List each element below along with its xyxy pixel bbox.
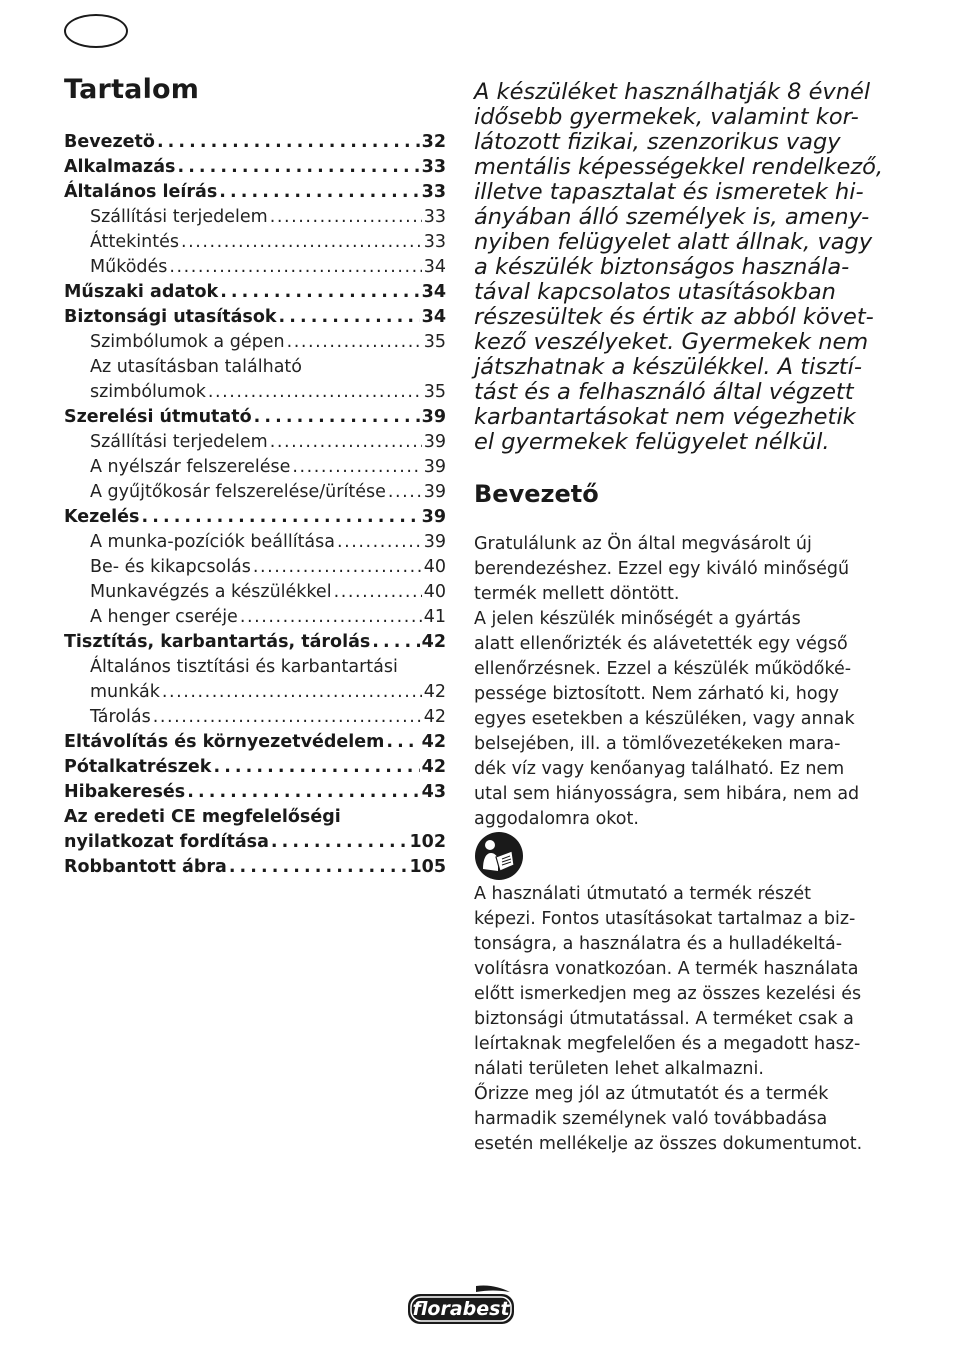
intro-line: ányában álló személyek is, ameny- [474,204,870,230]
toc-entry [64,780,446,805]
paragraph-line: képezi. Fontos utasításokat tartalmaz a biz- [474,909,856,929]
paragraph-line: Őrizze meg jól az útmutatót és a termék [474,1084,829,1104]
paragraph-line: esetén mellékelje az összes dokumentumot. [474,1134,863,1154]
toc-entry-label: Áttekintés [90,232,179,252]
toc-entry-page: 42 [421,757,446,777]
toc-leader-dots [292,455,421,480]
toc-entry-label: Az utasításban található [90,357,302,377]
toc-leader-dots [177,155,419,180]
toc-entry-page: 34 [421,282,446,302]
toc-entry-page: 34 [423,257,446,277]
toc-entry [64,555,446,580]
paragraph-line: A jelen készülék minőségét a gyártás [474,609,801,629]
paragraph-line: volításra vonatkozóan. A termék használata [474,959,859,979]
intro-line: részesültek és értik az abból követ- [474,304,874,330]
toc-entry [64,455,446,480]
toc-entry-page: 39 [423,532,446,552]
toc-leader-dots [157,130,420,155]
toc-entry [64,355,446,380]
toc-leader-dots [162,680,422,705]
toc-leader-dots [169,255,421,280]
toc-entry [64,430,446,455]
intro-line: idősebb gyermekek, valamint kor- [474,104,859,130]
toc-entry-page: 32 [421,132,446,152]
paragraph-line: Gratulálunk az Ön által megvásárolt új [474,534,812,554]
toc-leader-dots [287,330,422,355]
toc-entry-page: 42 [423,707,446,727]
intro-line: nyiben felügyelet alatt állnak, vagy [474,229,873,255]
florabest-logo [406,1282,516,1326]
toc-entry-page: 35 [423,382,446,402]
toc-entry [64,305,446,330]
paragraph-line: belsejében, ill. a tömlővezetékeken mara- [474,734,841,754]
toc-leader-dots [153,705,422,730]
toc-entry [64,755,446,780]
toc-leader-dots [386,730,419,755]
paragraph-line: berendezéshez. Ezzel egy kiváló minőségű [474,559,850,579]
toc-entry-page: 102 [409,832,446,852]
toc-entry-label: Pótalkatrészek [64,757,212,777]
toc-entry [64,655,446,680]
toc-leader-dots [254,405,420,430]
section-title-bevezeto: Bevezető [474,480,599,508]
toc-entry [64,530,446,555]
toc-leader-dots [372,630,419,655]
toc-entry-label: Szállítási terjedelem [90,207,268,227]
paragraph-line: ellenőrzésnek. Ezzel a készülék működőké- [474,659,852,679]
toc-entry-label: nyilatkozat fordítása [64,832,269,852]
intro-line: karbantartásokat nem végezhetik [474,404,856,430]
toc-entry-label: Műszaki adatok [64,282,219,302]
toc-entry-page: 33 [421,157,446,177]
toc-entry [64,855,446,880]
toc-entry-label: Be- és kikapcsolás [90,557,251,577]
toc-entry [64,705,446,730]
toc-leader-dots [271,830,408,855]
logo-text: florabest [412,1298,510,1320]
toc-entry-label: Az eredeti CE megfelelőségi [64,807,341,827]
toc-entry-label: Biztonsági utasítások [64,307,277,327]
paragraph-line: aggodalomra okot. [474,809,639,829]
paragraph-line: biztonsági útmutatással. A terméket csak a [474,1009,854,1029]
toc-entry [64,480,446,505]
toc-entry-page: 35 [423,332,446,352]
toc-leader-dots [334,580,422,605]
toc-entry-page: 33 [421,182,446,202]
table-of-contents [64,130,446,880]
toc-leader-dots [141,505,419,530]
toc-entry-label: A nyélszár felszerelése [90,457,291,477]
toc-entry-label: A munka-pozíciók beállítása [90,532,335,552]
intro-line: a készülék biztonságos használa- [474,254,850,280]
paragraph-line: termék mellett döntött. [474,584,680,604]
toc-entry-label: Tisztítás, karbantartás, tárolás [64,632,371,652]
paragraph-line: A használati útmutató a termék részét [474,884,811,904]
toc-entry-page: 39 [423,457,446,477]
toc-title: Tartalom [64,74,200,105]
toc-entry-page: 42 [421,632,446,652]
toc-entry-label: Működés [90,257,168,277]
intro-safety-notice [474,79,884,455]
toc-entry [64,130,446,155]
toc-entry-label: Alkalmazás [64,157,176,177]
toc-entry [64,155,446,180]
toc-entry-page: 34 [421,307,446,327]
read-manual-icon [474,831,524,881]
toc-entry-page: 105 [409,857,446,877]
toc-entry [64,730,446,755]
toc-leader-dots [181,230,422,255]
toc-entry [64,505,446,530]
toc-entry [64,380,446,405]
toc-entry [64,605,446,630]
toc-entry [64,205,446,230]
toc-entry-label: Robbantott ábra [64,857,227,877]
paragraph-line: harmadik személynek való továbbadása [474,1109,828,1129]
toc-entry-page: 33 [423,232,446,252]
toc-entry [64,330,446,355]
toc-entry-label: Általános leírás [64,182,218,202]
toc-entry [64,830,446,855]
toc-entry-page: 42 [423,682,446,702]
toc-entry-page: 39 [421,507,446,527]
toc-entry-label: Tárolás [90,707,151,727]
toc-leader-dots [219,180,419,205]
toc-entry-label: szimbólumok [90,382,206,402]
intro-line: illetve tapasztalat és ismeretek hi- [474,179,864,205]
toc-leader-dots [337,530,422,555]
toc-entry-page: 39 [421,407,446,427]
toc-entry [64,180,446,205]
intro-paragraph [474,532,866,832]
toc-entry-page: 33 [423,207,446,227]
intro-line: A készüléket használhatják 8 évnél [474,79,871,105]
toc-entry-page: 40 [423,557,446,577]
paragraph-line: egyes esetekben a készüléken, vagy annak [474,709,855,729]
paragraph-line: leírtaknak megfelelően és a megadott hasz- [474,1034,861,1054]
paragraph-line: nálati területen lehet alkalmazni. [474,1059,764,1079]
toc-entry [64,580,446,605]
intro-line: kező veszélyeket. Gyermekek nem [474,329,869,355]
toc-entry [64,280,446,305]
toc-leader-dots [208,380,422,405]
toc-entry-page: 42 [421,732,446,752]
intro-line: látozott fizikai, szenzorikus vagy [474,129,841,155]
intro-line: tával kapcsolatos utasításokban [474,279,836,305]
toc-entry-label: A gyűjtőkosár felszerelése/ürítése [90,482,386,502]
toc-entry-label: munkák [90,682,160,702]
intro-line: játszhatnak a készülékkel. A tisztí- [474,354,862,380]
toc-entry-label: Szerelési útmutató [64,407,252,427]
toc-leader-dots [187,780,419,805]
toc-entry-label: Bevezetö [64,132,155,152]
toc-entry [64,405,446,430]
manual-paragraph [474,882,866,1157]
toc-leader-dots [213,755,419,780]
intro-line: el gyermekek felügyelet nélkül. [474,429,830,455]
toc-entry-page: 40 [423,582,446,602]
paragraph-line: alatt ellenőrizték és alávetették egy végső [474,634,848,654]
toc-leader-dots [220,280,419,305]
toc-entry [64,230,446,255]
toc-leader-dots [270,430,422,455]
toc-entry-label: Kezelés [64,507,140,527]
toc-entry [64,630,446,655]
toc-entry-label: Általános tisztítási és karbantartási [90,657,398,677]
intro-line: mentális képességekkel rendelkező, [474,154,884,180]
toc-entry-label: Hibakeresés [64,782,186,802]
toc-entry-page: 39 [423,482,446,502]
toc-entry-page: 39 [423,432,446,452]
toc-entry-label: Eltávolítás és környezetvédelem [64,732,385,752]
paragraph-line: utal sem hiányosságra, sem hibára, nem ad [474,784,860,804]
toc-entry [64,255,446,280]
toc-leader-dots [270,205,422,230]
paragraph-line: tonságra, a használatra és a hulladékeltá- [474,934,843,954]
toc-leader-dots [279,305,420,330]
toc-entry-label: Szimbólumok a gépen [90,332,285,352]
toc-entry [64,805,446,830]
paragraph-line: pessége biztosított. Nem zárható ki, hogy [474,684,840,704]
toc-leader-dots [253,555,422,580]
toc-leader-dots [240,605,422,630]
toc-entry-page: 41 [423,607,446,627]
toc-entry-label: Munkavégzés a készülékkel [90,582,332,602]
intro-line: tást és a felhasználó által végzett [474,379,854,405]
toc-entry [64,680,446,705]
toc-leader-dots [229,855,408,880]
toc-entry-label: A henger cseréje [90,607,238,627]
paragraph-line: dék víz vagy kenőanyag található. Ez nem [474,759,845,779]
toc-leader-dots [388,480,422,505]
paragraph-line: előtt ismerkedjen meg az összes kezelési és [474,984,862,1004]
toc-entry-page: 43 [421,782,446,802]
toc-entry-label: Szállítási terjedelem [90,432,268,452]
language-badge-icon [64,14,128,48]
